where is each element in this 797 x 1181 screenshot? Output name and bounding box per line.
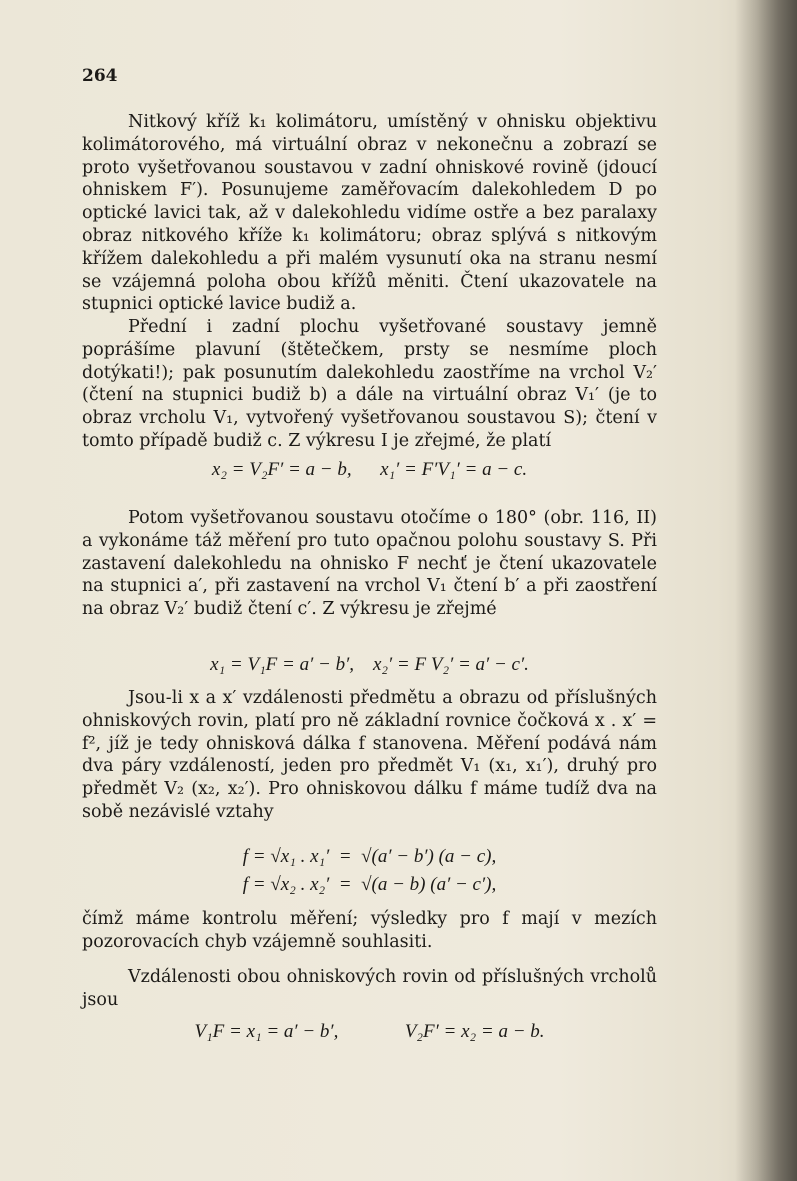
paragraph-4: Jsou-li x a x′ vzdálenosti předmětu a obrazu od příslušných ohniskových rovin, platí pro ně základní rovnice čočková x . x′ = f², jíž je tedy ohnisková dálka f stanovena. Měření podává nám dva páry vzdáleností, jeden pro předmět V₁ (x₁, x₁′), druhý pro předmět V₂ (x₂, x₂′). Pro ohniskovou dálku f máme tudíž dva na sobě nezávislé vztahy [82,688,657,822]
paragraph-1: Nitkový kříž k₁ kolimátoru, umístěný v ohnisku objektivu kolimátorového, má virtuální obraz v nekonečnu a zobrazí se proto vyšetřovanou soustavou v zadní ohniskové rovině (jdoucí ohniskem F′). Posunujeme zaměřovacím dalekohledem D po optické lavici tak, až v dalekohledu vidíme ostře a bez paralaxy obraz nitkového kříže k₁ kolimátoru; obraz splývá s nitkovým křížem dalekohledu a při malém vysunutí oka na stranu nesmí se vzájemná poloha obou křížů měniti. Čtení ukazovatele na stupnici optické lavice budiž a. [82,112,657,315]
paragraph-3: Potom vyšetřovanou soustavu otočíme o 180° (obr. 116, II) a vykonáme táž měření pro tuto opačnou polohu soustavy S. Při zastavení dalekohledu na ohnisko F nechť je čtení ukazovatele na stupnici a′, při zastavení na vrchol V₁ čtení b′ a při zaostření na obraz V₂′ budiž čtení c′. Z výkresu je zřejmé [82,508,657,620]
paragraph-6: Vzdálenosti obou ohniskových rovin od příslušných vrcholů jsou [82,967,657,1010]
equation-2: x₁ = V₁F = a′ − b′, x₂′ = F V₂′ = a′ − c′. [210,654,529,675]
paragraph-5: čímž máme kontrolu měření; výsledky pro f mají v mezích pozorovacích chyb vzájemně souhlasiti. [82,909,657,952]
equation-4: f = √x₂ . x₂′ = √(a − b) (a′ − c′), [242,874,497,895]
page-number: 264 [82,66,118,86]
equation-1: x₂ = V₂F′ = a − b, x₁′ = F′V₁′ = a − c. [211,459,528,480]
equation-3: f = √x₁ . x₁′ = √(a′ − b′) (a − c), [242,846,497,867]
equation-5: V₁F = x₁ = a′ − b′, V₂F′ = x₂ = a − b. [194,1021,545,1042]
paragraph-2: Přední i zadní plochu vyšetřované soustavy jemně poprášíme plavuní (štětečkem, prsty se nesmíme ploch dotýkati!); pak posunutím dalekohledu zaostříme na vrchol V₂′ (čtení na stupnici budiž b) a dále na virtuální obraz V₁′ (je to obraz vrcholu V₁, vytvořený vyšetřovanou soustavou S); čtení v tomto případě budiž c. Z výkresu I je zřejmé, že platí [82,317,657,451]
page-gutter-shadow [735,0,797,1181]
